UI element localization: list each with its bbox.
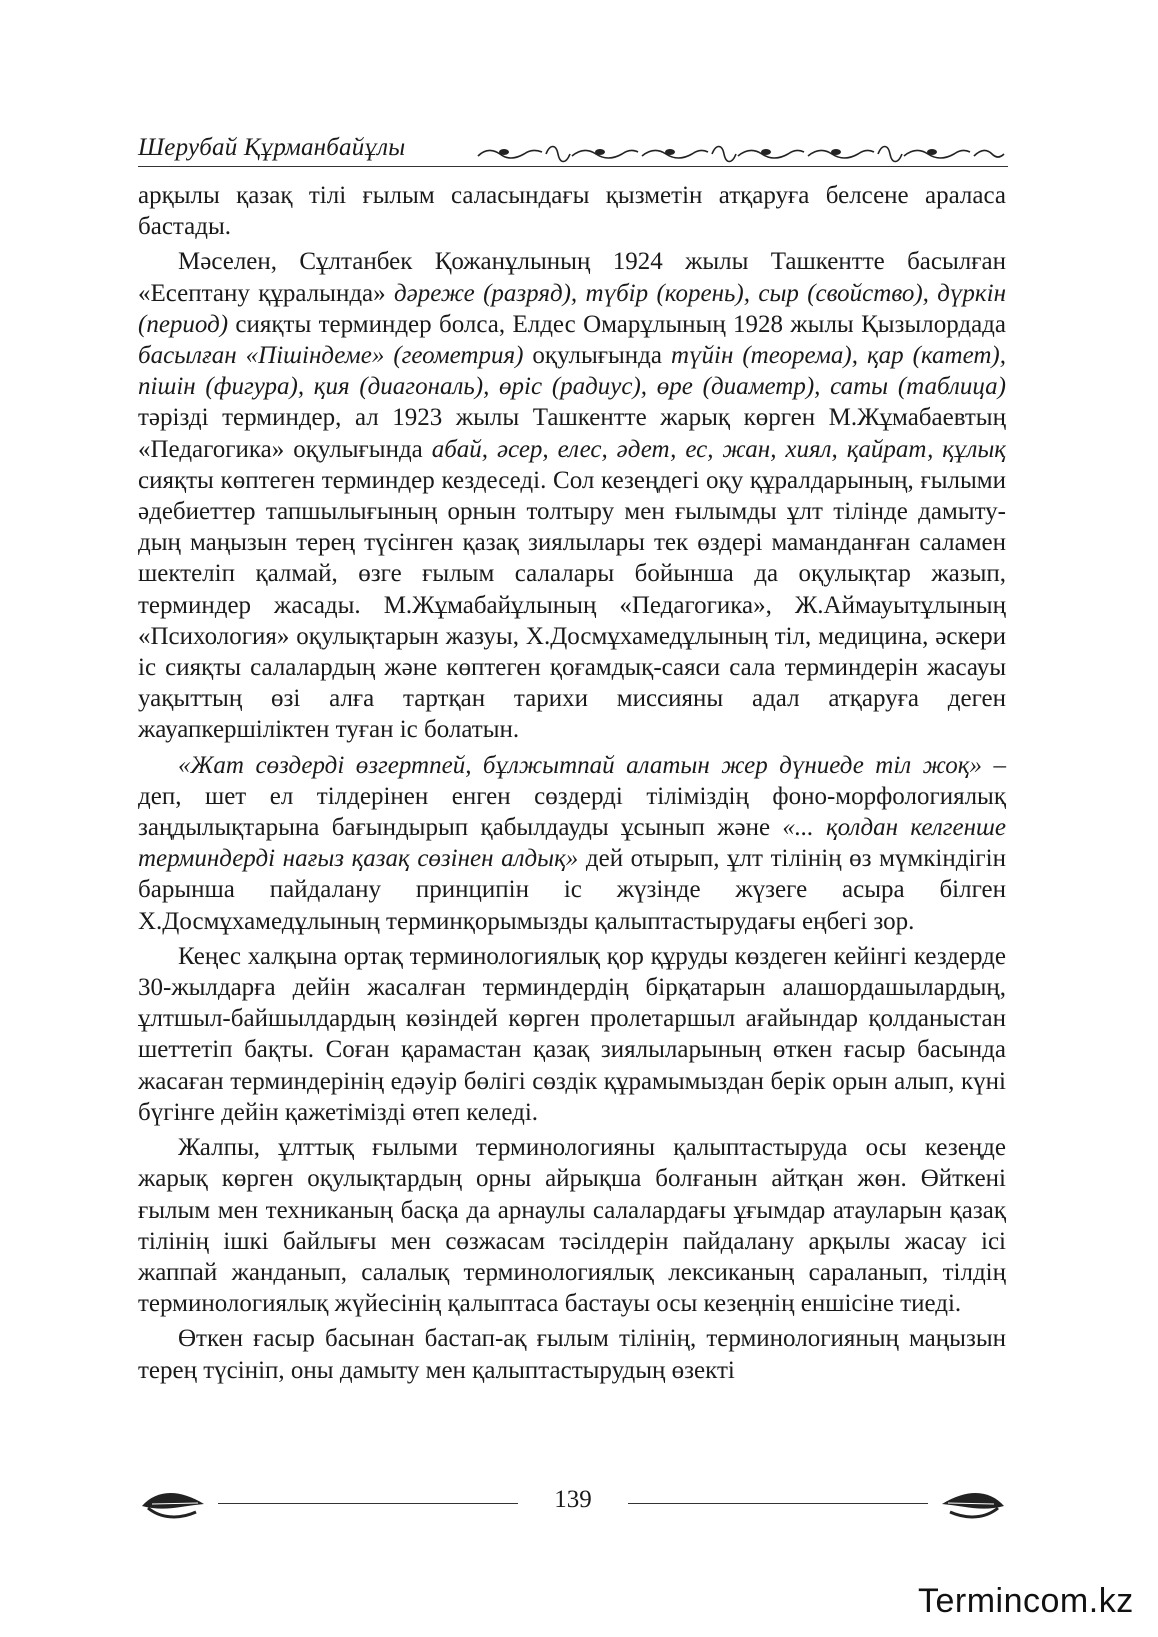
paragraph — [138, 750, 1006, 937]
text-segment: – деп, шет ел тілдерінен енген сөздерді тіліміздің фоно-морфологиялық заңдылықтарына бағындырып қабылдауды ұсынып және — [138, 751, 1007, 842]
text-segment: Мәселен, Сұлтанбек Қожанұлының 1924 жылы Ташкентте басылған «Есептану құралында» — [138, 248, 1006, 307]
paragraph — [138, 1132, 1006, 1319]
text-segment: Кеңес халқына ортақ терминологиялық қор құруды көздеген кейінгі кездерде 30-жылдарға дейін жасалған терминдердің бірқатарын алашордашылардың, ұлтшыл-байшылдардың көзіндей көрген пролетаршыл ағайындар қолданыстан шеттетіп бақты. Соған қарамастан қазақ зиялыларының өткен ғасыр басында жасаған терминдерінің едәуір бөлігі сөздік құрамымыздан берік орын алып, күні бүгінге дейін қажетімізді өтеп келеді. — [138, 942, 1006, 1126]
italic-term-segment: түйін (теорема), қар (катет), пішін (фигура), қия (диагональ), өріс (радиус), өре (диаметр), саты (таблица) — [138, 342, 1007, 401]
paragraph — [138, 1323, 1006, 1385]
text-segment: арқылы қазақ тілі ғылым саласындағы қызметін атқаруға белсене араласа бастады. — [138, 182, 1006, 241]
paragraph — [138, 246, 1006, 745]
body-text — [138, 180, 1006, 1390]
text-segment: оқулығында — [523, 342, 671, 370]
text-segment: сияқты көптеген терминдер кездеседі. Сол кезеңдегі оқу құралдарының, ғылыми әдебиеттер тапшылығының орнын толтыру мен ғылымды ұлт тілінде дамытудың маңызын терең түсінген қазақ зиялылары тек өздері маманданған саламен шектеліп қалмай, өзге ғылым салалары бойынша да оқулықтар жазып, терминдер жасады. М.Жұмабайұлының «Педагогика», Ж.Аймауытұлының «Психология» оқулықтарын жазуы, Х.Досмұхамедұлының тіл, медицина, әскери іс сияқты салалардың және көптеген қоғамдық-саяси сала терминдерін жасауы уақыттың өзі алға тартқан тарихи миссияны адал атқаруға деген жауапкершіліктен туған іс болатын. — [138, 466, 1006, 744]
italic-term-segment: абай, әсер, елес, әдет, ес, жан, хиял, қайрат, құлық — [431, 435, 1006, 463]
left-leaf-ornament-icon — [138, 1484, 208, 1522]
text-segment: дей отырып, ұлт тілінің өз мүмкіндігін барынша пайдалану принципін іс жүзінде жүзеге асыра білген Х.Досмұхамедұлының терминқорымызды қалыптастырудағы еңбегі зор. — [138, 845, 1006, 935]
footer-rule-right — [628, 1503, 928, 1504]
paragraph — [138, 180, 1006, 242]
header-rule — [138, 166, 1008, 167]
header-ornament — [476, 138, 1008, 168]
text-segment: сияқты терминдер болса, Елдес Омарұлының 1928 жылы Қызылордада — [228, 310, 1006, 338]
site-watermark: Termincom.kz — [918, 1582, 1134, 1620]
italic-term-segment: «Жат сөздерді өзгертпей, бұлжытпай алатын жер дүниеде тіл жоқ» — [178, 751, 983, 779]
page-footer — [138, 1480, 1008, 1530]
footer-rule-left — [218, 1503, 518, 1504]
right-leaf-ornament-icon — [938, 1484, 1008, 1522]
italic-term-segment: «... қолдан келгенше терминдерді нағыз қазақ сөзінен алдық» — [138, 814, 1006, 873]
text-segment: Өткен ғасыр басынан бастап-ақ ғылым тілінің, терминологияның маңызын терең түсініп, оны дамыту мен қалыптастырудың өзекті — [138, 1325, 1006, 1384]
paragraph — [138, 941, 1006, 1128]
text-segment: Жалпы, ұлттық ғылыми терминологияны қалыптастыруда осы кезеңде жарық көрген оқулықтардың орны айрықша болғанын айтқан жөн. Өйткені ғылым мен техниканың басқа да арнаулы салалардағы ұғымдар атауларын қазақ тілінің ішкі байлығы мен сөзжасам тәсілдерін пайдалану арқылы жасау ісі жаппай жанданып, салалық терминологиялық лексиканың сараланып, тілдің терминологиялық жүйесінің қалыптаса бастауы осы кезеңнің еншісіне тиеді. — [138, 1134, 1006, 1318]
page-number: 139 — [554, 1486, 592, 1513]
italic-term-segment: дәреже (разряд), түбір (корень), сыр (свойство), дүркін (период) — [138, 279, 1006, 338]
running-header — [138, 132, 1008, 172]
text-segment: тәрізді терминдер, ал 1923 жылы Ташкентте жарық көрген М.Жұмабаевтың «Педагогика» оқулығында — [138, 404, 1006, 463]
italic-term-segment: басылған «Пішіндеме» (геометрия) — [138, 342, 524, 370]
header-author: Шерубай Құрманбайұлы — [138, 134, 406, 161]
